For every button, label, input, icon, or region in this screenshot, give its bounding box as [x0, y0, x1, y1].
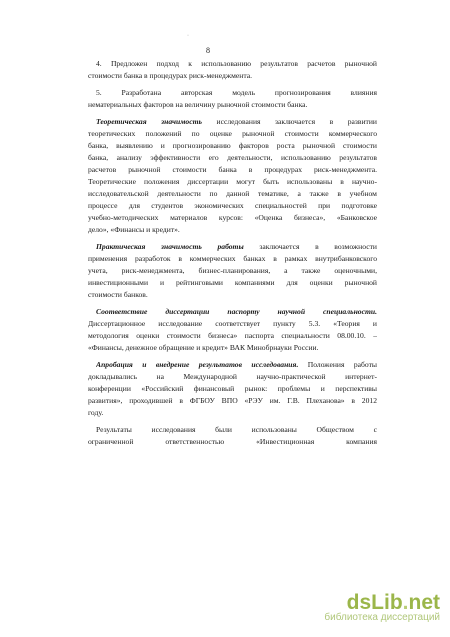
line-text: Положения работы [298, 360, 377, 369]
line-text: Диссертационное исследование соответствует пункту 5.3. «Теория и [88, 319, 377, 328]
line-text: банка, анализу эффективности его деятельности, использованию результатов [88, 153, 377, 162]
line-text: учебно-методических материалов курсов: «Оценка бизнеса», «Банковское [88, 213, 377, 222]
text-line [88, 100, 338, 109]
page-number: 8 [206, 46, 210, 55]
text-line [88, 225, 208, 234]
text-line [88, 165, 377, 174]
text-line [88, 437, 377, 446]
text-line [88, 71, 288, 80]
bold-italic-heading: Практическая значимость работы [96, 242, 244, 251]
line-text: банка, выявлению и прогнозированию факторов роста рыночной стоимости [88, 141, 377, 150]
text-line [88, 141, 377, 150]
line-text: исследования заключается в развитии [201, 117, 377, 126]
line-text: нематериальных факторов на величину рыночной стоимости банка. [88, 100, 308, 109]
text-line [88, 290, 168, 299]
text-line [96, 242, 377, 251]
text-line [88, 408, 118, 417]
text-line [88, 177, 377, 186]
text-line [88, 129, 377, 138]
line-text: Теоретические положения диссертации могут быть использованы в научно- [88, 177, 377, 186]
line-text: заключается в возможности [243, 242, 377, 251]
watermark [324, 591, 440, 623]
text-line [96, 307, 377, 316]
line-text: методология оценки стоимости бизнеса» паспорта специальности 08.00.10. – [88, 331, 377, 340]
text-line [88, 266, 377, 275]
text-line [96, 425, 377, 434]
line-text: инвестиционными и рейтинговыми компаниями для оценки рыночной [88, 278, 377, 287]
line-text: учета, риск-менеджмента, бизнес-планирования, а также оценочными, [88, 266, 377, 275]
text-line [88, 153, 377, 162]
line-text: 4. Предложен подход к использованию результатов расчетов рыночной [96, 59, 377, 68]
top-mark: · [187, 33, 189, 39]
line-text: «Финансы, денежное обращение и кредит» ВАК Минобрнауки России. [88, 343, 319, 352]
bold-italic-heading: Апробация и внедрение результатов исследования. [96, 360, 299, 369]
line-text: расчетов рыночной стоимости банка в процедурах риск-менеджмента. [88, 165, 377, 174]
line-text: 5. Разработана авторская модель прогнозирования влияния [96, 88, 377, 97]
text-line [96, 59, 377, 68]
text-line [88, 372, 377, 381]
text-line [88, 278, 377, 287]
text-line [88, 396, 377, 405]
text-line [88, 189, 377, 198]
line-text: развития», проходившей в ФГБОУ ВПО «РЭУ им. Г.В. Плеханова» в 2012 [88, 396, 377, 405]
line-text: Результаты исследования были использованы Обществом с [96, 425, 377, 434]
line-text: году. [88, 408, 104, 417]
text-line [88, 343, 346, 352]
bold-italic-heading: Соответствие диссертации паспорту научной специальности. [96, 307, 377, 316]
line-text: применения разработок в коммерческих банках в рамках внутрибанковского [88, 254, 377, 263]
line-text: дело», «Финансы и кредит». [88, 225, 180, 234]
text-line [96, 117, 377, 126]
text-line [88, 213, 377, 222]
text-line [88, 331, 377, 340]
text-line [96, 360, 377, 369]
text-line [88, 384, 377, 393]
line-text: процессе для студентов экономических специальностей при подготовке [88, 201, 377, 210]
text-line [96, 88, 377, 97]
watermark-logo: dsLib.net [346, 591, 440, 614]
watermark-subtitle: библиотека диссертаций [324, 612, 440, 623]
text-line [88, 319, 377, 328]
text-line [88, 254, 377, 263]
line-text: стоимости банков. [88, 290, 148, 299]
line-text: ограниченной ответственностью «Инвестиционная компания [88, 437, 377, 446]
text-line [88, 201, 377, 210]
bold-italic-heading: Теоретическая значимость [96, 117, 202, 126]
line-text: теоретических положений по оценке рыночной стоимости коммерческого [88, 129, 377, 138]
line-text: стоимости банка в процедурах риск-менеджмента. [88, 71, 253, 80]
line-text: докладывались на Международной научно-практической интернет- [88, 372, 377, 381]
line-text: конференции «Российский финансовый рынок: проблемы и перспективы [88, 384, 377, 393]
line-text: исследовательской деятельности по данной тематике, а также в учебном [88, 189, 377, 198]
